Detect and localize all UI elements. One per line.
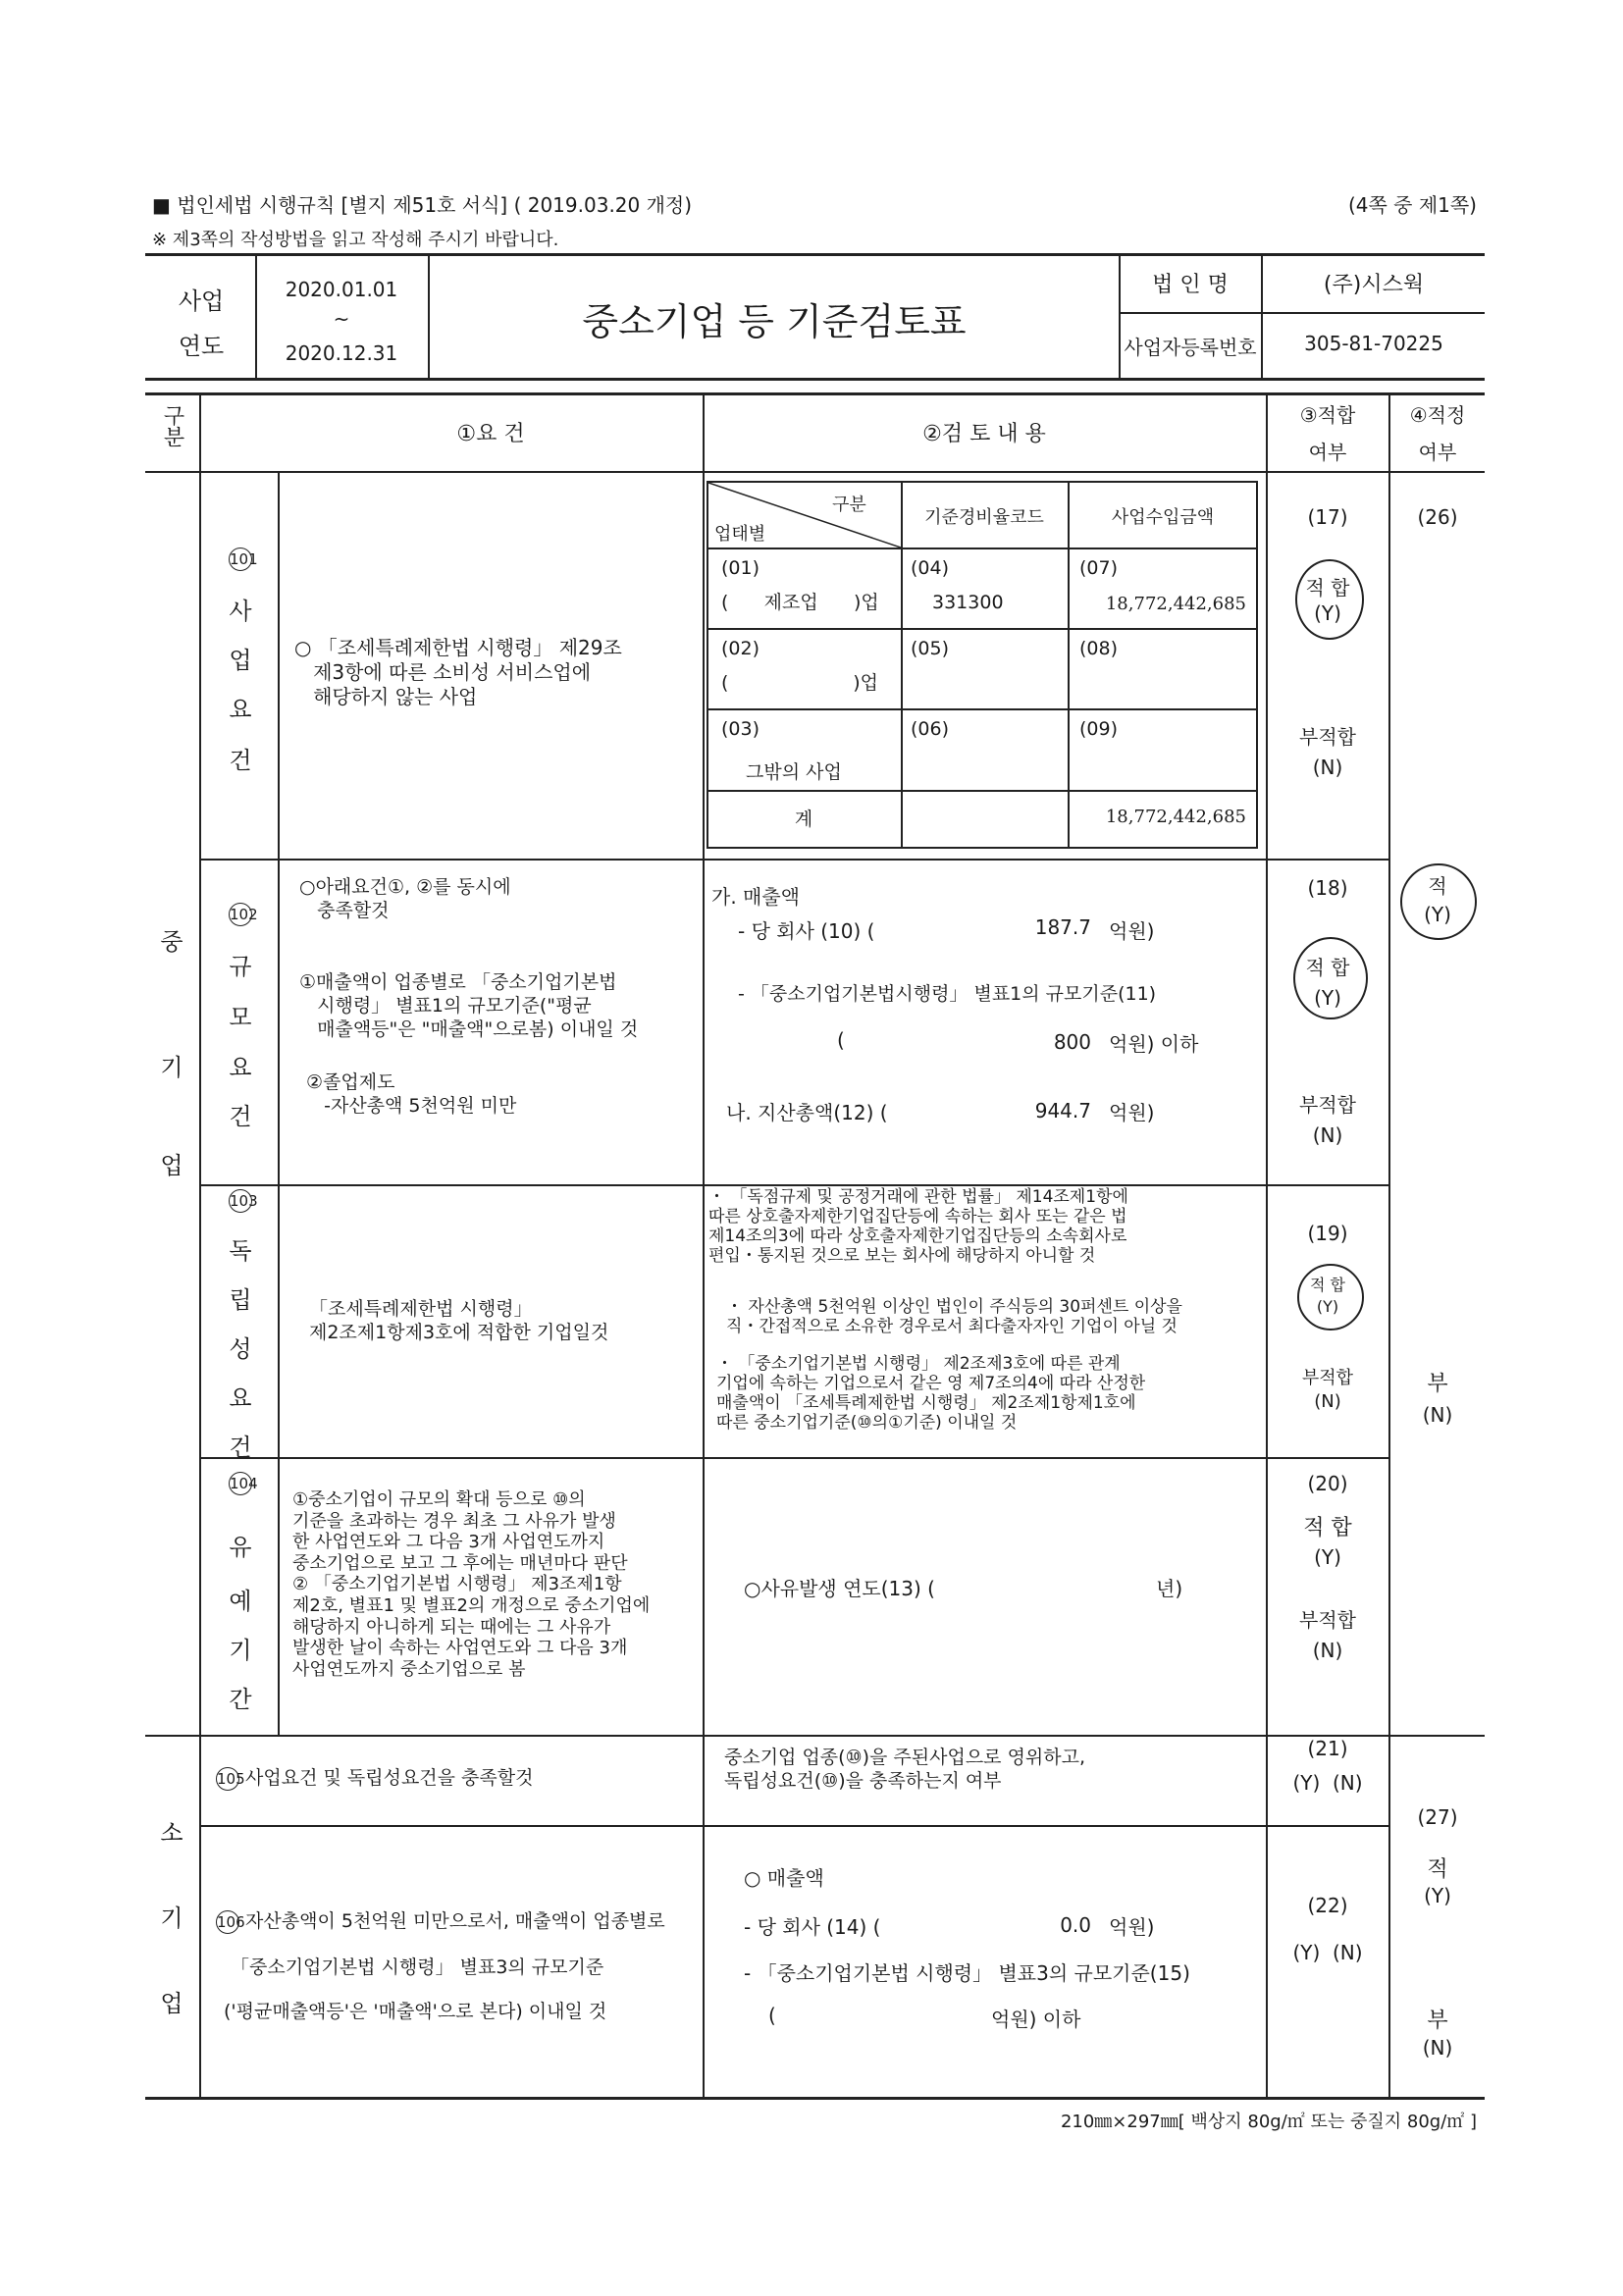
row-104-number: 104 (221, 1472, 260, 1495)
row-102-fit-yes-y: (Y) (1314, 986, 1341, 1010)
col-header-review: ②검 토 내 용 (922, 422, 1046, 446)
small-adequacy-no: 부 (1427, 2009, 1448, 2033)
row-border (199, 859, 1388, 861)
row-103-fit-yes-y: (Y) (1316, 1297, 1339, 1316)
col-header-gubun: 구분 (160, 404, 184, 447)
inner-header-industry: 업태별 (714, 524, 766, 545)
paper-spec-footer: 210㎜×297㎜[ 백상지 80g/㎡ 또는 중질지 80g/㎡ ] (1060, 2112, 1477, 2132)
row-102-rev-4: ( (837, 1028, 845, 1052)
row-103-adequacy: 부 (1427, 1372, 1448, 1396)
table-bottom-border (145, 2097, 1485, 2100)
row-106-rev-2-unit: 억원) (1109, 1915, 1155, 1939)
table-top-border (145, 392, 1485, 395)
row-102-fit-yes: 적 합 (1305, 956, 1350, 979)
row-101-char-3: 요 (229, 696, 252, 723)
row-105-review: 중소기업 업종(⑩)을 주된사업으로 영위하고, 독립성요건(⑩)을 충족하는지 여부 (724, 1747, 1086, 1792)
row-102-req-1: ○아래요건①, ②를 동시에 충족할것 (299, 876, 511, 921)
page-info: (4쪽 중 제1쪽) (1347, 193, 1477, 217)
inner-r1-a: (01) (721, 557, 760, 579)
row-103-fit-no-n: (N) (1314, 1391, 1341, 1412)
row-104-fit-no: 부적합 (1299, 1608, 1356, 1632)
row-106-req-3: ('평균매출액등'은 '매출액'으로 본다) 이내일 것 (224, 2001, 607, 2022)
row-105-number: 105 (216, 1767, 239, 1791)
row-102-rev-5: 나. 지산총액(12) ( (726, 1101, 888, 1124)
row-104-fit-yes-y: (Y) (1314, 1545, 1341, 1569)
inner-r2-c: (08) (1079, 638, 1119, 659)
row-104-char-3: 기 (229, 1637, 252, 1664)
column-border (1388, 392, 1390, 2098)
inner-r3-b: (06) (911, 718, 950, 740)
column-border (278, 471, 280, 1735)
inner-r3-c: (09) (1079, 718, 1119, 740)
section-small-char-3: 업 (160, 1990, 183, 2017)
row-102-rev-2: - 당 회사 (10) ( (738, 919, 875, 943)
row-103-fit-no: 부적합 (1301, 1368, 1354, 1388)
biz-no: 305-81-70225 (1304, 332, 1443, 355)
inner-divider (707, 708, 1258, 710)
section-sme-char-3: 업 (160, 1152, 183, 1179)
row-102-number: 102 (221, 903, 260, 926)
row-106-rev-3: - 「중소기업기본법 시행령」 별표3의 규모기준(15) (744, 1961, 1190, 1985)
row-102-fit-code: (18) (1307, 876, 1348, 900)
small-adequacy-yes-y: (Y) (1424, 1884, 1451, 1907)
row-102-rev-2-value: 187.7 (1034, 915, 1091, 939)
inner-divider (707, 548, 1258, 549)
row-103-requirement: 「조세특례제한법 시행령」 제2조제1항제3호에 적합한 기업일것 (309, 1298, 609, 1343)
row-102-req-3: ②졸업제도 -자산총액 5천억원 미만 (306, 1071, 517, 1117)
column-border (1266, 392, 1268, 2098)
corp-name: (주)시스웍 (1323, 273, 1425, 297)
row-106-rev-4-unit: 억원) 이하 (991, 2008, 1081, 2031)
row-103-adequacy-n: (N) (1422, 1403, 1453, 1427)
row-101-fit-yes: 적 합 (1305, 576, 1350, 600)
row-103-number: 103 (221, 1189, 260, 1213)
row-102-rev-4-unit: 억원) 이하 (1109, 1032, 1199, 1056)
row-104-fit-code: (20) (1307, 1472, 1348, 1495)
year-label-2: 연도 (178, 333, 225, 360)
inner-r1-c: (07) (1079, 557, 1119, 579)
row-102-rev-2-unit: 억원) (1109, 919, 1155, 943)
section-sme-char-1: 중 (160, 928, 183, 956)
section-small-char-2: 기 (160, 1905, 183, 1932)
inner-header-code: 기준경비율코드 (924, 507, 1044, 528)
row-102-fit-no-n: (N) (1312, 1123, 1343, 1147)
row-102-char-3: 요 (229, 1054, 252, 1081)
year-label-1: 사업 (178, 287, 225, 315)
row-103-fit-code: (19) (1307, 1222, 1348, 1245)
period-start: 2020.01.01 (285, 278, 398, 301)
col-header-requirement: ①요 건 (456, 422, 525, 446)
row-103-char-3: 성 (229, 1335, 252, 1363)
form-title: 중소기업 등 기준검토표 (582, 300, 967, 343)
row-101-requirement: ○ 「조세특례제한법 시행령」 제29조 제3항에 따른 소비성 서비스업에 해당하지 않는 사업 (294, 636, 622, 708)
row-102-fit-no: 부적합 (1299, 1093, 1356, 1117)
row-106-number: 106 (216, 1910, 239, 1934)
small-adequacy-yes: 적 (1427, 1857, 1448, 1882)
row-102-adequacy: 적 (1428, 874, 1447, 898)
row-103-rev-1: ・ 「독점규제 및 공정거래에 관한 법률」 제14조제1항에 따른 상호출자제한기업집단등에 속하는 회사 또는 같은 법 제14조의3에 따라 상호출자제한기업집단등의 소속회사로 편입・통지된 것으로 보는 회사에 해당하지 아니할 것 (708, 1187, 1128, 1267)
instruction-note: ※ 제3쪽의 작성방법을 읽고 작성해 주시기 바랍니다. (152, 230, 559, 250)
row-104-fit-yes: 적 합 (1303, 1516, 1352, 1540)
inner-total-label: 계 (794, 809, 813, 830)
row-104-requirement: ①중소기업이 규모의 확대 등으로 ⑩의 기준을 초과하는 경우 최초 그 사유가 발생 한 사업연도와 그 다음 3개 사업연도까지 중소기업으로 보고 그 후에는 매년마다 판단 ② 「중소기업기본법 시행령」 제3조제1항 제2호, 별표1 및 별표2의 개정으로 중소기업에 해당하지 아니하게 되는 때에는 그 사유가 발생한 날이 속하는 사업연도와 그 다음 3개 사업연도까지 중소기업으로 봄 (292, 1489, 651, 1680)
row-border (199, 1184, 1388, 1186)
row-102-rev-5-value: 944.7 (1034, 1099, 1091, 1122)
row-102-rev-4-value: 800 (1053, 1030, 1091, 1054)
row-102-char-1: 규 (229, 953, 252, 980)
corp-name-label: 법 인 명 (1152, 273, 1229, 297)
title-block-bottom-border (145, 378, 1485, 381)
divider (1119, 312, 1485, 314)
row-border (199, 1825, 1388, 1827)
header-bottom-border (145, 471, 1485, 473)
row-101-adequacy-code: (26) (1417, 505, 1458, 529)
row-104-char-4: 간 (229, 1686, 252, 1713)
inner-r2-b: (05) (911, 638, 950, 659)
period-separator: ~ (333, 307, 350, 331)
biz-no-label: 사업자등록번호 (1124, 336, 1257, 359)
row-102-adequacy-y: (Y) (1424, 903, 1451, 926)
inner-header-amount: 사업수입금액 (1111, 507, 1215, 528)
row-102-rev-5-unit: 억원) (1109, 1101, 1155, 1124)
row-101-fit-no: 부적합 (1299, 725, 1356, 749)
inner-divider (901, 481, 903, 849)
col-header-fit-2: 여부 (1308, 441, 1347, 464)
row-103-rev-2: ・ 자산총액 5천억원 이상인 법인이 주식등의 30퍼센트 이상을 직・간접적으로 소유한 경우로서 최다출자자인 기업이 아닐 것 (726, 1297, 1182, 1337)
section-sme-char-2: 기 (160, 1054, 183, 1081)
row-105-requirement-line (216, 1763, 533, 1791)
row-102-req-2: ①매출액이 업종별로 「중소기업기본법 시행령」 별표1의 규모기준("평균 매출액등"은 "매출액"으로봄) 이내일 것 (299, 971, 639, 1040)
small-adequacy-no-n: (N) (1422, 2036, 1453, 2060)
row-106-req-1-line (216, 1906, 665, 1934)
row-border (199, 1457, 1388, 1459)
row-106-fit-yn: (Y) (N) (1292, 1941, 1363, 1964)
inner-r1-code: 331300 (932, 592, 1004, 613)
row-101-char-2: 업 (229, 647, 252, 674)
inner-divider (707, 790, 1258, 792)
section-small-char-1: 소 (160, 1819, 183, 1847)
col-header-fit-1: ③적합 (1299, 403, 1356, 427)
row-105-requirement: 사업요건 및 독립성요건을 충족할것 (245, 1767, 534, 1789)
row-101-char-1: 사 (229, 598, 252, 625)
row-104-fit-no-n: (N) (1312, 1639, 1343, 1662)
small-adequacy-code: (27) (1417, 1805, 1458, 1829)
row-104-review-end: 년) (1156, 1577, 1183, 1600)
row-104-char-1: 유 (229, 1534, 252, 1561)
period-end: 2020.12.31 (285, 341, 398, 365)
row-102-rev-3: - 「중소기업기본법시행령」 별표1의 규모기준(11) (738, 983, 1157, 1005)
row-106-rev-1: ○ 매출액 (744, 1866, 824, 1890)
inner-r3-a: (03) (721, 718, 760, 740)
row-102-char-2: 모 (229, 1004, 252, 1031)
row-101-fit-no-n: (N) (1312, 756, 1343, 779)
row-101-fit-yes-y: (Y) (1314, 601, 1341, 625)
inner-total-amount: 18,772,442,685 (1105, 807, 1246, 827)
row-106-req-2: 「중소기업기본법 시행령」 별표3의 규모기준 (231, 1957, 604, 1978)
inner-r1-amount: 18,772,442,685 (1105, 594, 1246, 614)
row-102-rev-1: 가. 매출액 (711, 885, 800, 909)
row-106-rev-2-value: 0.0 (1060, 1913, 1091, 1937)
divider (428, 253, 430, 379)
row-106-rev-4: ( (768, 2004, 776, 2027)
row-103-char-1: 독 (229, 1237, 252, 1265)
row-103-char-4: 요 (229, 1384, 252, 1412)
row-106-req-1: 자산총액이 5천억원 미만으로서, 매출액이 업종별로 (245, 1910, 665, 1932)
row-101-fit-code: (17) (1307, 505, 1348, 529)
col-header-adequacy-2: 여부 (1418, 441, 1457, 464)
row-102-char-4: 건 (229, 1103, 252, 1130)
inner-r2-a: (02) (721, 638, 760, 659)
row-106-rev-2: - 당 회사 (14) ( (744, 1915, 881, 1939)
row-103-fit-yes: 적 합 (1310, 1276, 1345, 1294)
row-101-number: 101 (221, 548, 260, 571)
row-104-review: ○사유발생 연도(13) ( (744, 1577, 935, 1600)
title-block-top-border (145, 253, 1485, 256)
row-103-char-5: 건 (229, 1434, 252, 1461)
row-105-fit-yn: (Y) (N) (1292, 1771, 1363, 1795)
inner-r1-name: ( 제조업 )업 (721, 592, 879, 613)
row-101-char-4: 건 (229, 747, 252, 774)
inner-divider (1068, 481, 1070, 849)
row-106-fit-code: (22) (1307, 1894, 1348, 1917)
column-border (199, 392, 201, 2098)
row-105-fit-code: (21) (1307, 1737, 1348, 1760)
inner-r3-name: 그밖의 사업 (746, 761, 842, 783)
row-103-char-2: 립 (229, 1286, 252, 1314)
inner-header-gubun: 구분 (832, 495, 866, 515)
column-border (703, 392, 705, 2098)
inner-r1-b: (04) (911, 557, 950, 579)
col-header-adequacy-1: ④적정 (1409, 403, 1466, 427)
row-104-char-2: 예 (229, 1588, 252, 1615)
inner-divider (707, 628, 1258, 630)
inner-r2-name: ( )업 (721, 672, 879, 694)
row-103-rev-3: ・ 「중소기업기본법 시행령」 제2조제3호에 따른 관계 기업에 속하는 기업으로서 같은 영 제7조의4에 따라 산정한 매출액이 「조세특례제한법 시행령」 제2조제1항제1호에 따른 중소기업기준(⑩의①기준) 이내일 것 (716, 1354, 1146, 1434)
form-reference: ■ 법인세법 시행규칙 [별지 제51호 서식] ( 2019.03.20 개정) (152, 193, 693, 217)
